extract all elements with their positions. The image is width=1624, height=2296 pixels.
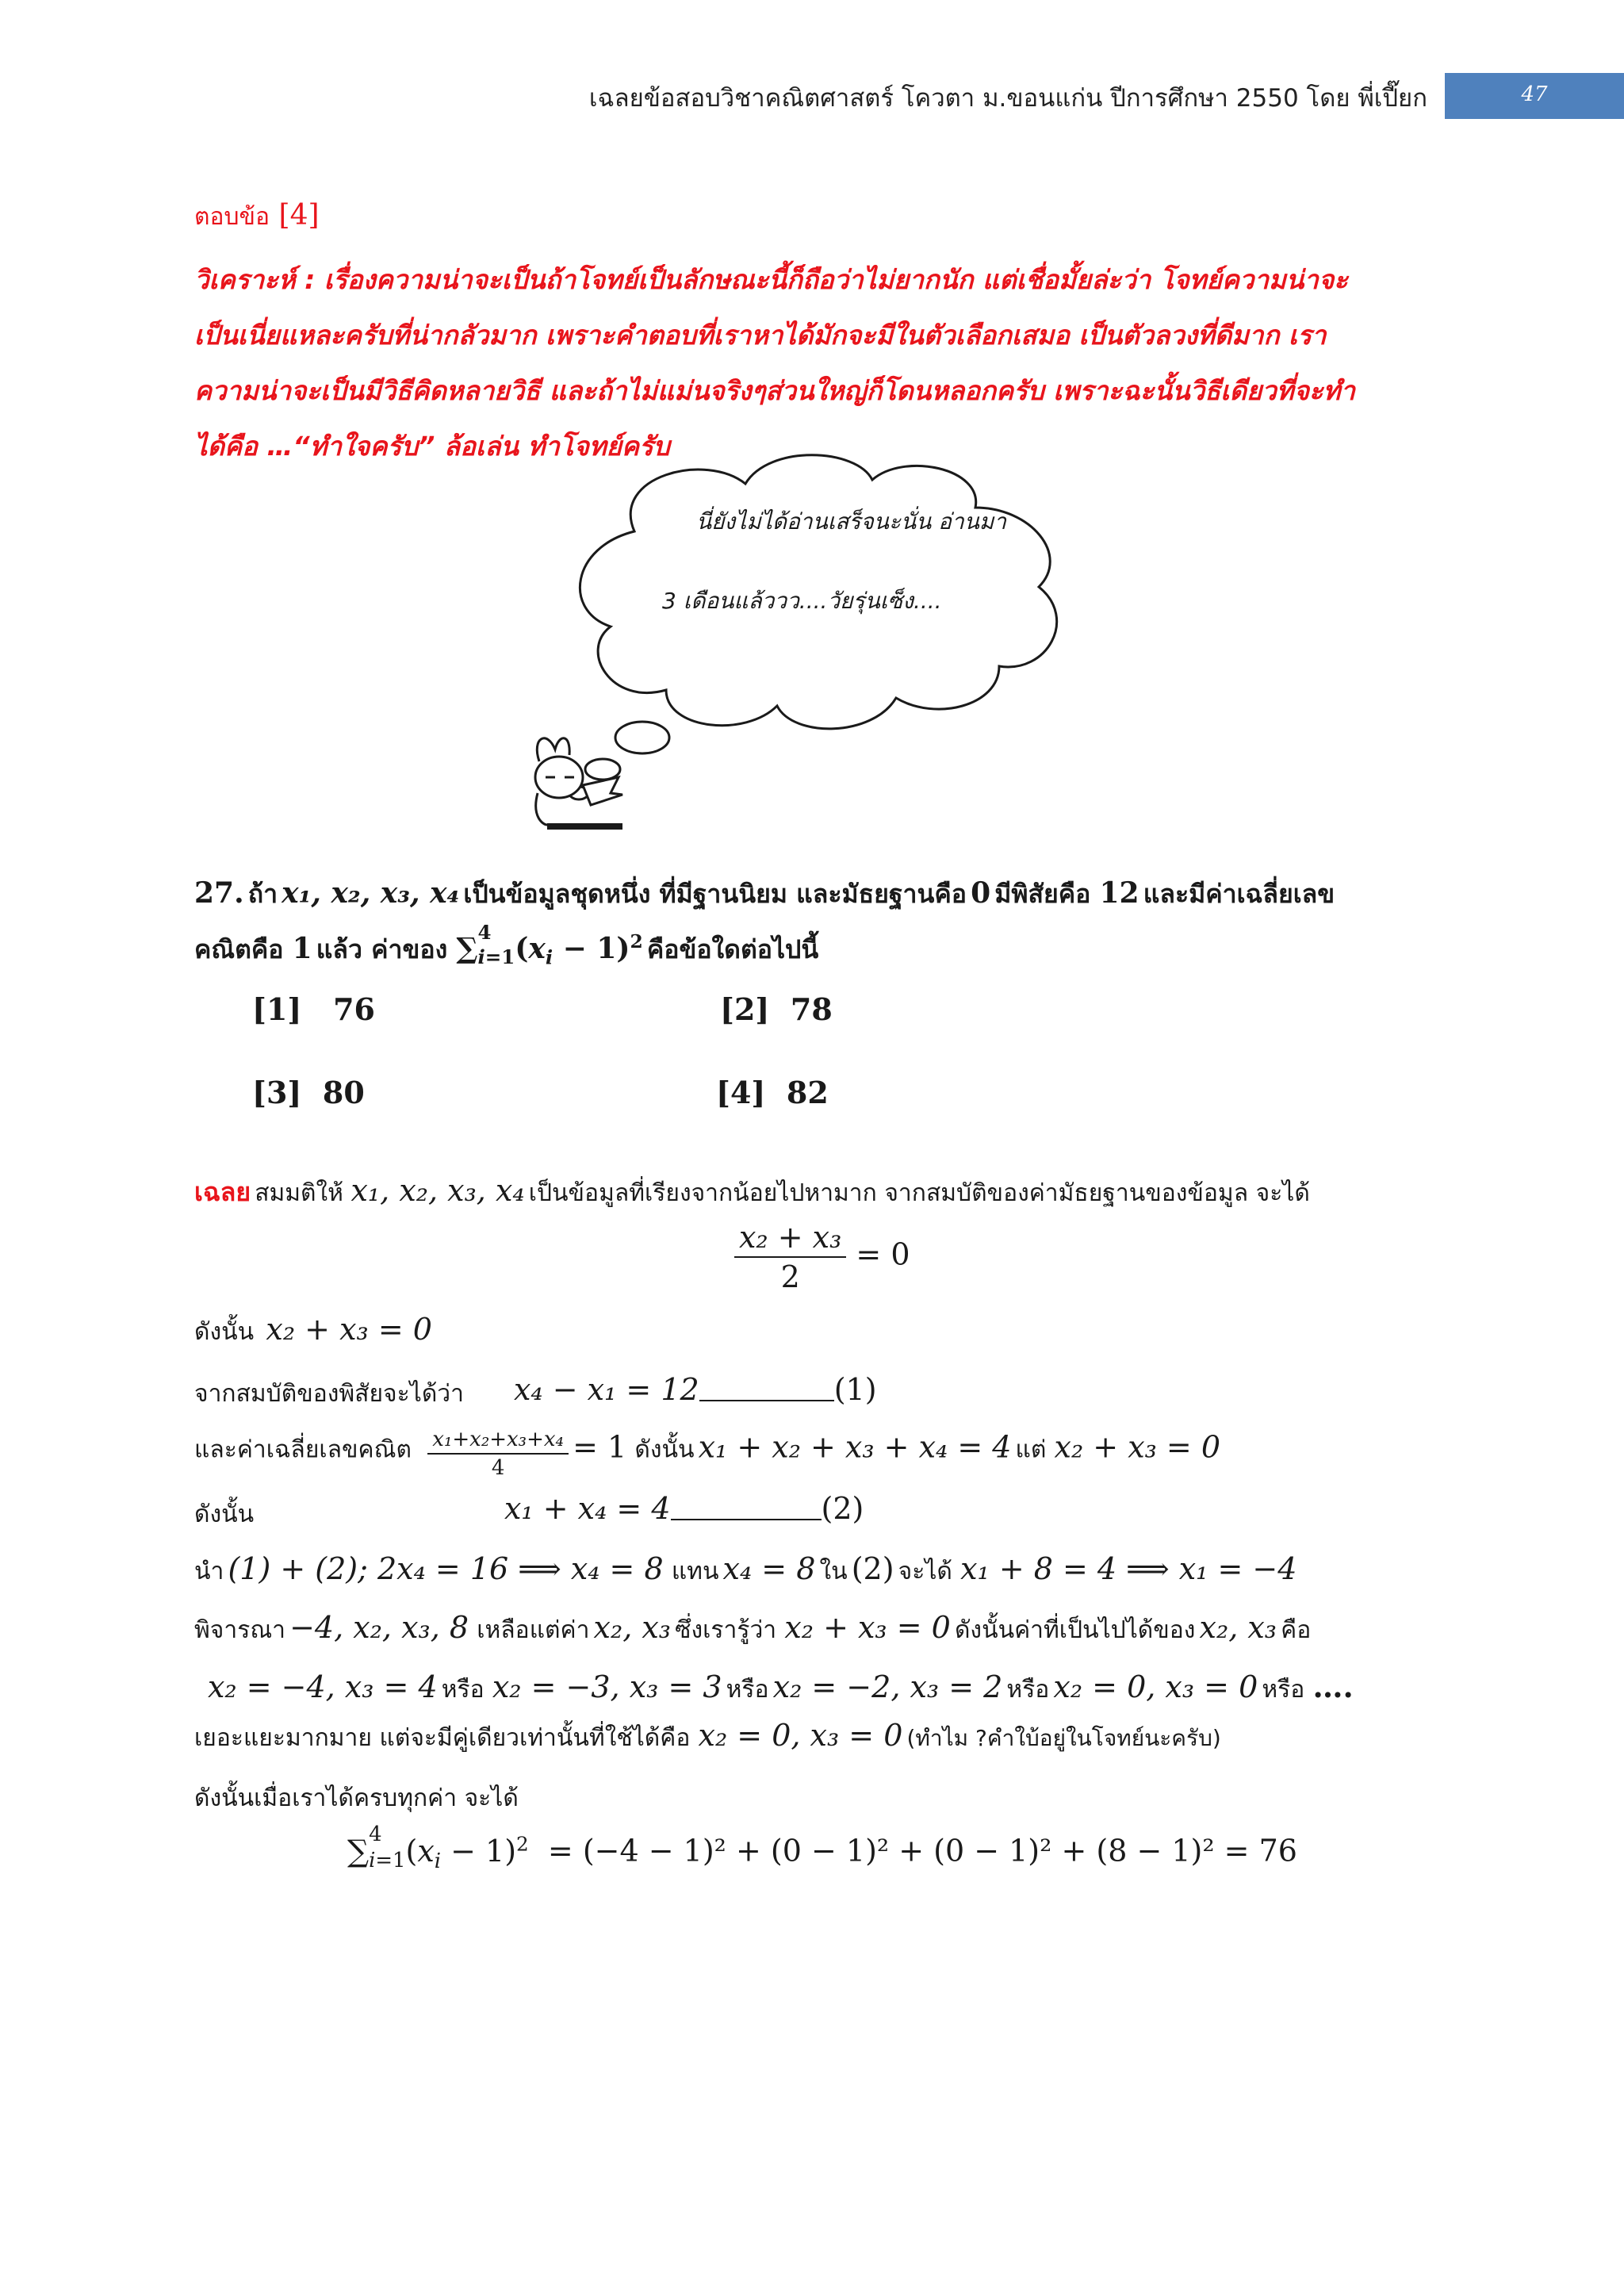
solution-text: ดังนั้น bbox=[194, 1318, 255, 1346]
header-title: เฉลยข้อสอบวิชาคณิตศาสตร์ โควตา ม.ขอนแก่น ปีการศึกษา 2550 โดย พี่เปี๊ยก bbox=[588, 84, 1427, 113]
solution-range-equation bbox=[514, 1372, 877, 1407]
choice-value: 76 bbox=[333, 991, 375, 1027]
choice-value: 80 bbox=[322, 1075, 365, 1110]
solution-math: x₂ = 0, x₃ = 0 bbox=[698, 1718, 903, 1753]
solution-math: x₁ + x₄ = 4 bbox=[504, 1491, 671, 1526]
solution-text: แต่ bbox=[1015, 1435, 1047, 1464]
solution-math: = 1 bbox=[573, 1429, 627, 1465]
final-sum-expression: ∑ $_{4 i=1}(x_i - 1)^2$ bbox=[347, 1822, 529, 1873]
solution-so2-equation bbox=[504, 1491, 864, 1526]
solution-text: และค่าเฉลี่ยเลขคณิต bbox=[194, 1435, 412, 1464]
fraction-numerator: x₂ + x₃ bbox=[734, 1220, 846, 1258]
solution-math: x₁, x₂, x₃, x₄ bbox=[350, 1173, 525, 1208]
question-line-1 bbox=[194, 874, 1335, 914]
choice-label: [2] bbox=[720, 991, 770, 1027]
solution-line-add bbox=[194, 1551, 1297, 1590]
solution-text: ใน bbox=[819, 1558, 848, 1585]
solution-line-consider bbox=[194, 1610, 1311, 1649]
solution-math: x₂ = 0, x₃ = 0 bbox=[1053, 1669, 1258, 1704]
solution-text: หรือ bbox=[441, 1676, 485, 1704]
question-median: 0 bbox=[971, 876, 991, 910]
solution-text: ดังนั้น bbox=[194, 1501, 255, 1528]
question-mean: 1 bbox=[292, 932, 312, 965]
solution-text: จากสมบัติของพิสัยจะได้ว่า bbox=[194, 1380, 464, 1408]
underline-blank bbox=[671, 1516, 822, 1520]
question-text: และมีค่าเฉลี่ยเลข bbox=[1143, 879, 1335, 909]
underline-blank bbox=[699, 1397, 834, 1401]
analysis-line-3: ความน่าจะเป็นมีวิธีคิดหลายวิธี และถ้าไม่แม่นจริงๆส่วนใหญ่ก็โดนหลอกครับ เพราะฉะนั้นวิธีเดียวที่จะทำ bbox=[194, 375, 1355, 406]
choice-label: [1] bbox=[252, 991, 302, 1027]
bubble-text-1: นี่ยังไม่ได้อ่านเสร็จนะนั่น อ่านมา bbox=[696, 508, 1007, 535]
solution-math: (2) bbox=[851, 1551, 894, 1586]
equation-tag: (1) bbox=[833, 1372, 877, 1407]
solution-math: x₂ + x₃ = 0 bbox=[266, 1312, 432, 1347]
fraction-denominator: 4 bbox=[491, 1456, 505, 1480]
question-text: คณิตคือ bbox=[194, 934, 293, 964]
solution-math: x₄ = 8 bbox=[722, 1551, 816, 1586]
question-vars: 𝒙₁, 𝒙₂, 𝒙₃, 𝒙₄ bbox=[282, 876, 460, 910]
solution-text: เหลือแต่ค่า bbox=[477, 1616, 590, 1644]
question-text: ถ้า bbox=[247, 879, 278, 909]
analysis-line-2: เป็นเนี่ยแหละครับที่น่ากลัวมาก เพราะคำตอบที่เราหาได้มักจะมีในตัวเลือกเสมอ เป็นตัวลวงที่ดีมาก เรา bbox=[194, 320, 1327, 351]
solution-line-so1 bbox=[194, 1312, 432, 1351]
solution-math: (1) + (2); 2x₄ = 16 ⟹ x₄ = 8 bbox=[228, 1551, 664, 1586]
solution-line-so2-label bbox=[194, 1496, 254, 1533]
solution-text: ดังนั้น bbox=[634, 1435, 695, 1464]
solution-math: x₂ = −4, x₃ = 4 bbox=[208, 1669, 438, 1704]
question-text: เป็นข้อมูลชุดหนึ่ง ที่มีฐานนิยม และมัธยฐานคือ bbox=[463, 879, 967, 909]
choice-value: 78 bbox=[790, 991, 833, 1027]
solution-math: = (−4 − 1)² + (0 − 1)² + (0 − 1)² + (8 − 1)² = 76 bbox=[547, 1833, 1297, 1869]
thought-bubble-large bbox=[615, 722, 669, 753]
median-fraction bbox=[734, 1220, 910, 1294]
solution-text: จะได้ bbox=[898, 1558, 952, 1585]
solution-text: หรือ bbox=[1006, 1676, 1050, 1704]
equation-tag: (2) bbox=[821, 1491, 864, 1526]
choice-4 bbox=[716, 1075, 829, 1110]
bubble-text-2: 3 เดือนแล้ววว....วัยรุ่นเซ็ง.... bbox=[662, 588, 942, 614]
question-text: คือข้อใดต่อไปนี้ bbox=[646, 934, 819, 964]
solution-math: x₂ = −2, x₃ = 2 bbox=[772, 1669, 1003, 1704]
fraction-numerator: x₁+x₂+x₃+x₄ bbox=[427, 1428, 569, 1455]
solution-line-options bbox=[208, 1669, 1354, 1708]
solution-math: x₂ = −3, x₃ = 3 bbox=[492, 1669, 722, 1704]
solution-line-final-label bbox=[194, 1780, 519, 1817]
choice-3 bbox=[252, 1075, 365, 1110]
solution-text: ซึ่งเรารู้ว่า bbox=[675, 1616, 777, 1644]
solution-text: คือ bbox=[1281, 1616, 1312, 1644]
page-number-box bbox=[1445, 73, 1624, 119]
solution-text: เยอะแยะมากมาย แต่จะมีคู่เดียวเท่านั้นที่ใช้ได้คือ bbox=[194, 1724, 691, 1752]
question-sum-expression: ∑ $_{4 i=1}(x_i - 1)^2$ bbox=[456, 920, 643, 969]
solution-text: นำ bbox=[194, 1558, 224, 1585]
solution-math: x₂, x₃ bbox=[593, 1610, 672, 1645]
solution-math: x₂ + x₃ = 0 bbox=[784, 1610, 951, 1645]
answer-heading bbox=[194, 198, 320, 236]
solution-text: …. bbox=[1312, 1669, 1354, 1704]
rabbit-icon bbox=[535, 738, 622, 830]
choice-label: [3] bbox=[252, 1075, 302, 1110]
page-number: 47 bbox=[1521, 82, 1548, 106]
solution-text: หรือ bbox=[726, 1676, 769, 1704]
choice-label: [4] bbox=[716, 1075, 766, 1110]
solution-math: x₂ + x₃ = 0 bbox=[1054, 1429, 1221, 1465]
question-line-2 bbox=[194, 920, 819, 970]
question-text: มีพิสัยคือ bbox=[994, 879, 1100, 909]
solution-math: x₄ − x₁ = 12 bbox=[514, 1372, 699, 1407]
question-text: แล้ว ค่าของ bbox=[316, 934, 457, 964]
solution-text: แทน bbox=[671, 1558, 719, 1585]
choice-value: 82 bbox=[786, 1075, 829, 1110]
solution-math: x₁ + x₂ + x₃ + x₄ = 4 bbox=[698, 1429, 1012, 1465]
thought-bubble-medium bbox=[585, 759, 620, 780]
solution-text: พิจารณา bbox=[194, 1616, 285, 1644]
answer-value: [4] bbox=[278, 199, 320, 232]
solution-text: หรือ bbox=[1262, 1676, 1305, 1704]
solution-intro bbox=[194, 1172, 1310, 1213]
solution-line-many bbox=[194, 1718, 1221, 1757]
solution-line-mean bbox=[194, 1428, 1220, 1480]
solution-text: ดังนั้นค่าที่เป็นไปได้ของ bbox=[954, 1616, 1196, 1644]
choice-1 bbox=[252, 991, 375, 1027]
solution-hint: (ทำไม ?คำใบ้อยู่ในโจทย์นะครับ) bbox=[906, 1725, 1221, 1751]
solution-final-equation bbox=[347, 1822, 1297, 1873]
solution-label: เฉลย bbox=[194, 1177, 251, 1207]
solution-text: สมมติให้ bbox=[255, 1179, 351, 1207]
fraction-denominator: 2 bbox=[780, 1259, 800, 1294]
solution-math: x₁ + 8 = 4 ⟹ x₁ = −4 bbox=[960, 1551, 1297, 1586]
choice-2 bbox=[720, 991, 833, 1027]
solution-line-range bbox=[194, 1375, 464, 1412]
solution-math: −4, x₂, x₃, 8 bbox=[289, 1610, 469, 1645]
solution-text: เป็นข้อมูลที่เรียงจากน้อยไปหามาก จากสมบัติของค่ามัธยฐานของข้อมูล จะได้ bbox=[528, 1179, 1310, 1207]
solution-math: x₂, x₃ bbox=[1199, 1610, 1277, 1645]
analysis-line-1: วิเคราะห์ : เรื่องความน่าจะเป็นถ้าโจทย์เป็นลักษณะนี้ก็ถือว่าไม่ยากนัก แต่เชื่อมั้ยล่ะว่า โจทย์ความน่าจะ bbox=[194, 264, 1348, 295]
solution-text: ดังนั้นเมื่อเราได้ครบทุกค่า จะได้ bbox=[194, 1784, 519, 1812]
answer-label: ตอบข้อ bbox=[194, 203, 270, 231]
fraction-result: = 0 bbox=[856, 1236, 910, 1272]
question-number: 27. bbox=[194, 876, 244, 910]
question-range: 12 bbox=[1099, 876, 1139, 910]
analysis-line-4: ได้คือ …“ทำใจครับ” ล้อเล่น ทำโจทย์ครับ bbox=[194, 431, 670, 462]
